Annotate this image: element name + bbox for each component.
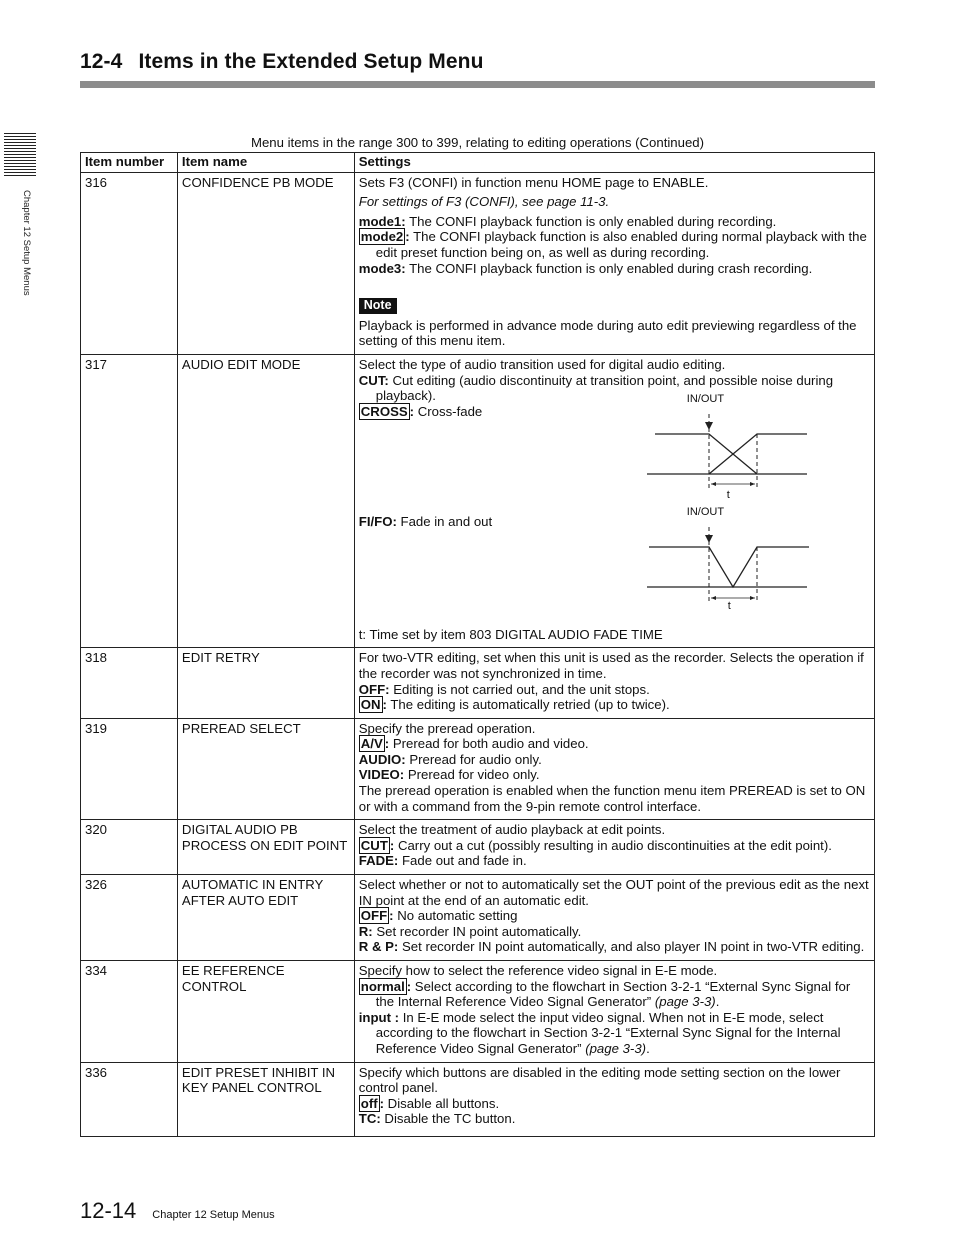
option-key: OFF: — [358, 681, 390, 697]
option-desc: Set recorder IN point automatically, and also player IN point in two-VTR editing. — [398, 939, 865, 955]
diagram-label-inout: IN/OUT — [686, 392, 725, 405]
item-number: 336 — [81, 1062, 178, 1136]
item-number: 326 — [81, 875, 178, 961]
item-number: 320 — [81, 820, 178, 875]
chapter-side-label: Chapter 12 Setup Menus — [21, 190, 32, 296]
punctuation: . — [715, 994, 720, 1010]
option-r — [359, 924, 870, 940]
punctuation: . — [646, 1040, 650, 1056]
option-input — [359, 1010, 870, 1057]
settings-text: Specify the preread operation. — [358, 720, 536, 736]
section-number: 12-4 — [80, 50, 123, 73]
item-settings — [354, 961, 874, 1063]
in-out-arrow — [705, 422, 713, 430]
option-desc: Disable the TC button. — [380, 1111, 516, 1127]
default-option-key: OFF — [360, 908, 388, 924]
default-option-key: CUT — [360, 837, 388, 853]
option-key: TC: — [358, 1111, 381, 1127]
settings-text: Select the type of audio transition used for digital audio editing. — [358, 356, 726, 372]
option-desc: Preread for audio only. — [405, 751, 542, 767]
option-desc: Select according to the flowchart in Section 3-2-1 “External Sync Signal for the Internal Reference Video Signal Generator” — [375, 978, 851, 1010]
option-key: FI/FO: — [358, 513, 397, 529]
option-desc: The CONFI playback function is only enabled during recording. — [405, 213, 777, 229]
default-option-key: ON — [360, 697, 381, 713]
table-row — [81, 718, 875, 820]
item-name: DIGITAL AUDIO PB PROCESS ON EDIT POINT — [177, 820, 354, 875]
section-title: Items in the Extended Setup Menu — [138, 50, 484, 73]
col-header-settings: Settings — [354, 153, 874, 173]
option-mode1 — [359, 214, 870, 230]
option-desc: Disable all buttons. — [384, 1095, 500, 1111]
item-settings — [354, 172, 874, 354]
option-fade — [359, 853, 870, 869]
settings-text: Specify which buttons are disabled in the editing mode setting section on the lower control panel. — [358, 1064, 841, 1096]
page-footer — [80, 1198, 275, 1224]
option-desc: Cut editing (audio discontinuity at transition point, and possible noise during playback). — [375, 372, 834, 404]
table-row — [81, 961, 875, 1063]
settings-text: t: Time set by item 803 DIGITAL AUDIO FADE TIME — [358, 626, 663, 642]
option-off — [359, 682, 870, 698]
item-settings — [354, 875, 874, 961]
option-on-default: ON : The editing is automatically retried (up to twice). — [360, 697, 670, 713]
table-row — [81, 875, 875, 961]
fade-in-out-diagram — [647, 519, 817, 607]
default-option-key: normal — [360, 978, 405, 994]
item-number: 317 — [81, 354, 178, 647]
option-desc: The CONFI playback function is also enabled during normal playback with the edit preset function being on, as well as during recording. — [375, 229, 867, 260]
option-desc: Preread for both audio and video. — [389, 736, 589, 752]
item-name: EE REFERENCE CONTROL — [177, 961, 354, 1063]
option-desc: Cross-fade — [414, 403, 483, 419]
option-cut — [359, 373, 870, 404]
col-header-item-number: Item number — [81, 153, 178, 173]
option-key: VIDEO: — [358, 767, 405, 783]
item-name: EDIT PRESET INHIBIT IN KEY PANEL CONTROL — [177, 1062, 354, 1136]
fade-curve — [649, 547, 809, 587]
note-label: Note — [359, 298, 397, 314]
option-key: FADE: — [358, 853, 399, 869]
option-key: input : — [358, 1009, 400, 1025]
settings-text: Sets F3 (CONFI) in function menu HOME page to ENABLE. — [358, 174, 709, 190]
item-name: PREREAD SELECT — [177, 718, 354, 820]
cross-reference: For settings of F3 (CONFI), see page 11-3. — [358, 194, 610, 210]
item-name: EDIT RETRY — [177, 648, 354, 718]
option-key: R: — [358, 923, 373, 939]
table-row — [81, 172, 875, 354]
table-header-row — [81, 153, 875, 173]
default-option-key: mode2 — [360, 229, 404, 245]
fade-in-curve — [709, 434, 807, 474]
page-reference: (page 3-3) — [654, 994, 716, 1010]
option-off-default: off : Disable all buttons. — [360, 1095, 500, 1111]
option-cross-default: CROSS : Cross-fade — [360, 403, 483, 419]
option-desc: Set recorder IN point automatically. — [372, 923, 582, 939]
diagram-label-t: t — [727, 599, 731, 612]
table-row — [81, 820, 875, 875]
option-desc: Fade in and out — [396, 513, 493, 529]
chapter-tab-marker — [0, 133, 36, 177]
option-desc: Fade out and fade in. — [398, 853, 527, 869]
settings-text: For two-VTR editing, set when this unit is used as the recorder. Selects the operation if the recorder was not synchronized in time. — [358, 650, 864, 681]
default-option-key: off — [360, 1095, 378, 1111]
settings-text: Select whether or not to automatically set the OUT point of the previous edit as the next IN point at the end of an automatic edit. — [358, 877, 869, 908]
in-out-arrow — [705, 535, 713, 543]
option-audio — [359, 752, 870, 768]
table-row — [81, 648, 875, 718]
item-settings — [354, 1062, 874, 1136]
page-number: 12-14 — [80, 1198, 137, 1223]
option-desc: Preread for video only. — [404, 767, 540, 783]
item-number: 316 — [81, 172, 178, 354]
header-rule — [80, 81, 875, 88]
option-video — [359, 767, 870, 783]
option-key: CUT: — [358, 372, 389, 388]
diagram-label-t: t — [726, 488, 730, 501]
fade-out-curve — [655, 434, 757, 474]
option-off-default: OFF : No automatic setting — [360, 908, 518, 924]
default-option-key: A/V — [360, 736, 383, 752]
option-key: AUDIO: — [358, 751, 406, 767]
settings-text: Specify how to select the reference video signal in E-E mode. — [358, 963, 718, 978]
page-title — [80, 50, 484, 74]
item-settings — [354, 648, 874, 718]
transition-diagrams — [358, 392, 870, 627]
item-name: AUTOMATIC IN ENTRY AFTER AUTO EDIT — [177, 875, 354, 961]
item-name: AUDIO EDIT MODE — [177, 354, 354, 647]
option-cut-default: CUT : Carry out a cut (possibly resulting in audio discontinuities at the edit point). — [360, 837, 832, 853]
default-option-key: CROSS — [360, 403, 408, 419]
option-r-and-p — [359, 939, 870, 955]
option-desc: In E-E mode select the input video signal. When not in E-E mode, select according to the flowchart in Section 3-2-1 “External Sync Signal for the Internal Reference Video Signal Generator” — [375, 1009, 841, 1056]
item-name: CONFIDENCE PB MODE — [177, 172, 354, 354]
option-desc: Editing is not carried out, and the unit stops. — [389, 681, 650, 697]
diagram-label-inout: IN/OUT — [686, 505, 725, 518]
option-normal-default: normal : Select according to the flowchart in Section 3-2-1 “External Sync Signal for the Internal Reference Video Signal Generator” (page 3-3). — [360, 978, 851, 1010]
table-row — [81, 354, 875, 647]
option-desc: No automatic setting — [393, 908, 518, 924]
table-row — [81, 1062, 875, 1136]
section-header — [80, 50, 484, 74]
table-caption: Menu items in the range 300 to 399, relating to editing operations (Continued) — [250, 135, 705, 150]
option-desc: The editing is automatically retried (up to twice). — [386, 697, 670, 713]
option-key: R & P: — [358, 939, 399, 955]
option-key: mode1: — [358, 213, 406, 229]
page-reference: (page 3-3) — [585, 1040, 647, 1056]
option-av-default: A/V : Preread for both audio and video. — [360, 736, 589, 752]
crossfade-diagram — [647, 406, 817, 494]
option-fifo — [359, 514, 492, 530]
option-mode3 — [359, 261, 870, 277]
settings-text: Select the treatment of audio playback at edit points. — [358, 822, 666, 838]
item-number: 318 — [81, 648, 178, 718]
option-desc: The CONFI playback function is only enabled during crash recording. — [405, 260, 813, 276]
item-settings — [354, 354, 874, 647]
col-header-item-name: Item name — [177, 153, 354, 173]
option-key: mode3: — [358, 260, 406, 276]
option-tc — [359, 1111, 870, 1127]
option-mode2-default: mode2 : The CONFI playback function is also enabled during normal playback with the edit preset function being on, as well as during recording. — [360, 229, 867, 260]
footer-chapter: Chapter 12 Setup Menus — [152, 1209, 275, 1221]
item-number: 334 — [81, 961, 178, 1063]
option-desc: Carry out a cut (possibly resulting in audio discontinuities at the edit point). — [394, 837, 832, 853]
item-settings — [354, 820, 874, 875]
item-settings — [354, 718, 874, 820]
settings-text: The preread operation is enabled when the function menu item PREREAD is set to ON or with a command from the 9-pin remote control interface. — [358, 783, 866, 814]
item-number: 319 — [81, 718, 178, 820]
note-text: Playback is performed in advance mode during auto edit previewing regardless of the setting of this menu item. — [358, 317, 857, 349]
settings-table — [80, 152, 875, 1137]
